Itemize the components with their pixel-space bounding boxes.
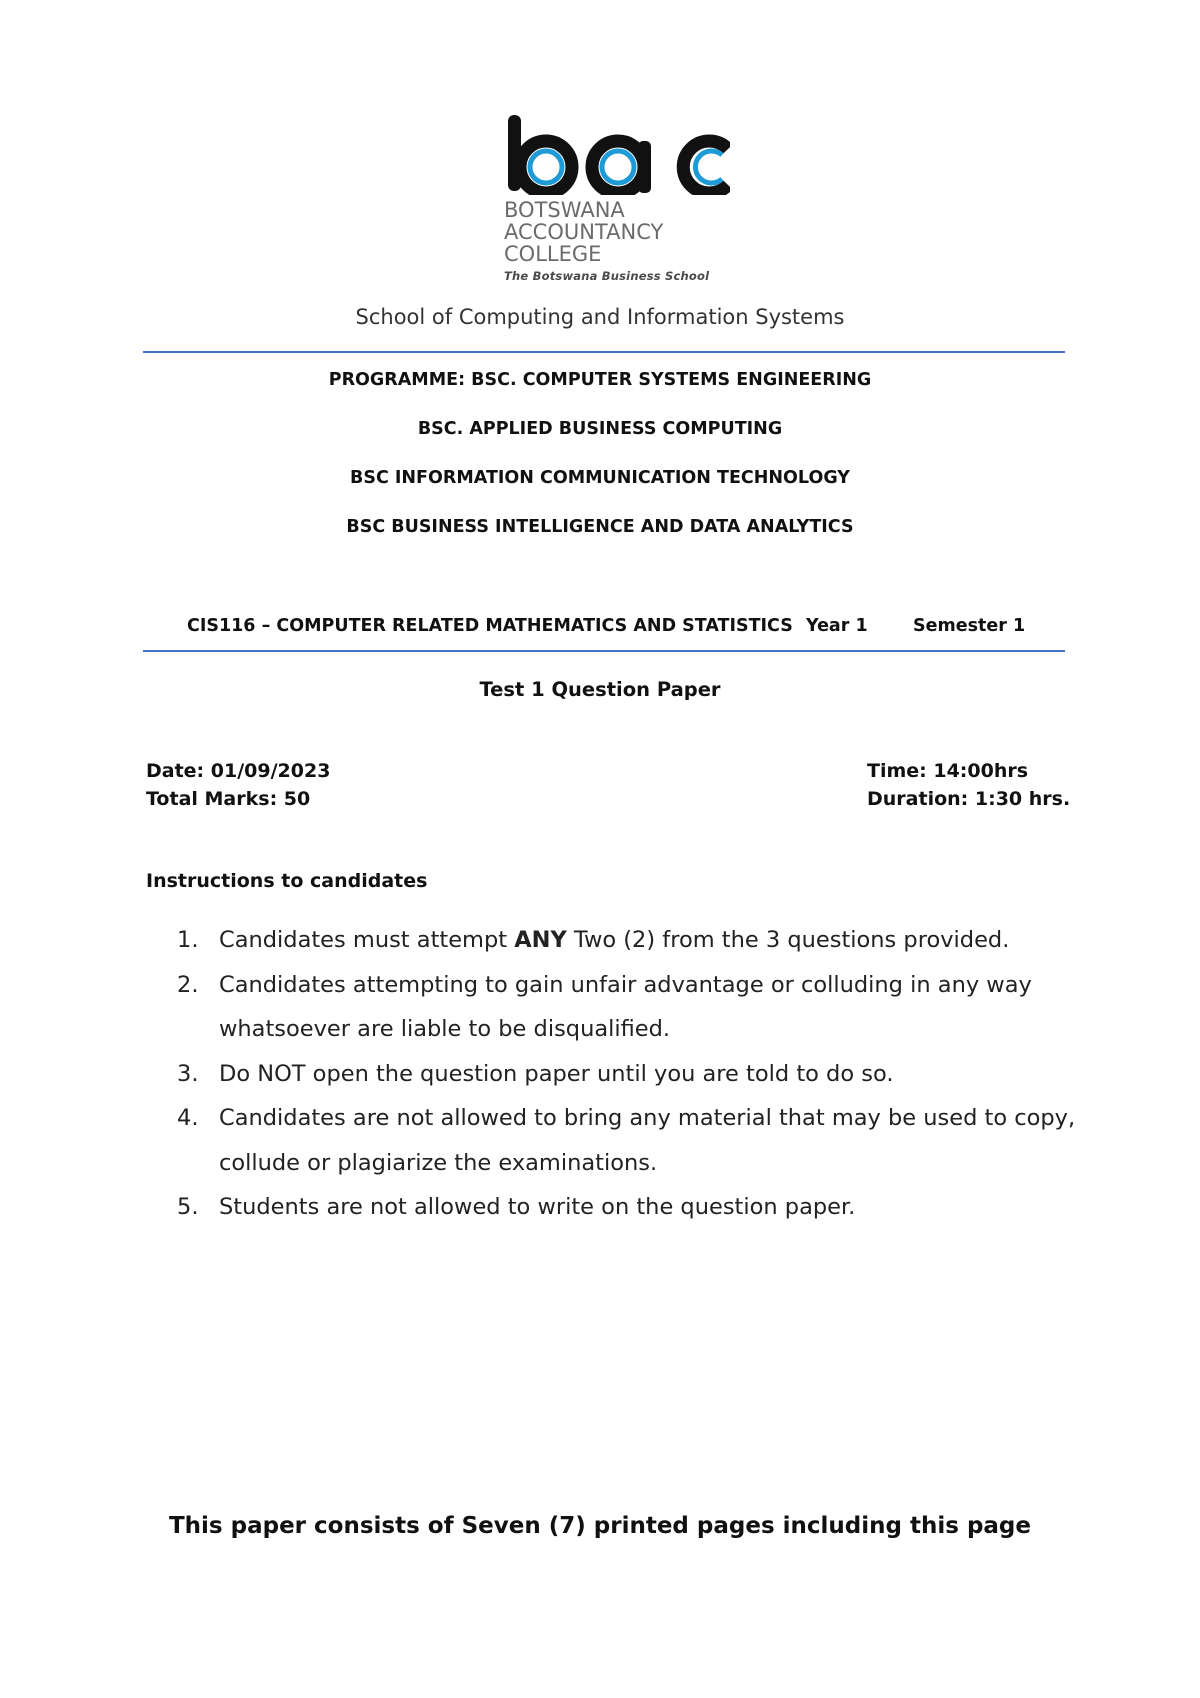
programme-line: BSC. APPLIED BUSINESS COMPUTING <box>417 419 783 439</box>
test-title: Test 1 Question Paper <box>479 678 721 701</box>
instruction-number: 2. <box>177 971 199 998</box>
instructions-heading: Instructions to candidates <box>146 870 428 892</box>
bac-wordmark-logo <box>500 115 730 195</box>
instruction-item <box>177 1096 1077 1185</box>
exam-duration: Duration: 1:30 hrs. <box>867 788 1071 810</box>
instruction-item <box>177 1185 1077 1230</box>
course-semester: Semester 1 <box>913 616 1026 636</box>
instruction-item <box>177 918 1077 963</box>
logo-line-3: COLLEGE <box>504 242 602 266</box>
total-marks: Total Marks: 50 <box>146 788 311 810</box>
header-divider <box>143 351 1065 353</box>
programme-line: PROGRAMME: BSC. COMPUTER SYSTEMS ENGINEERING <box>328 370 872 390</box>
instruction-text: Candidates are not allowed to bring any material that may be used to copy, collude or plagiarize the examinations. <box>219 1105 1076 1176</box>
logo-line-1: BOTSWANA <box>504 198 625 222</box>
instruction-text: Students are not allowed to write on the question paper. <box>219 1194 856 1220</box>
instruction-number: 4. <box>177 1105 199 1131</box>
course-divider <box>143 650 1065 652</box>
instructions-list <box>177 918 1077 1230</box>
instruction-text: Candidates attempting to gain unfair advantage or colluding in any way whatsoever are liable to be disqualified. <box>219 971 1032 1042</box>
logo-line-2: ACCOUNTANCY <box>504 220 664 244</box>
course-title: CIS116 – COMPUTER RELATED MATHEMATICS AND STATISTICS <box>187 616 793 636</box>
instruction-item <box>177 1052 1077 1097</box>
instruction-text: Two (2) from the 3 questions provided. <box>566 927 1010 953</box>
instruction-emphasis: ANY <box>514 927 567 953</box>
instruction-number: 1. <box>177 927 199 953</box>
instruction-number: 3. <box>177 1060 199 1087</box>
instruction-number: 5. <box>177 1194 199 1220</box>
programme-line: BSC INFORMATION COMMUNICATION TECHNOLOGY <box>350 468 850 488</box>
programme-line: BSC BUSINESS INTELLIGENCE AND DATA ANALYTICS <box>346 517 854 537</box>
exam-date: Date: 01/09/2023 <box>146 760 331 782</box>
college-logo <box>500 115 740 290</box>
course-year: Year 1 <box>806 616 868 636</box>
exam-time: Time: 14:00hrs <box>867 760 1029 782</box>
logo-tagline: The Botswana Business School <box>504 269 710 283</box>
page-count-footer: This paper consists of Seven (7) printed pages including this page <box>168 1513 1031 1539</box>
instruction-text: Candidates must attempt <box>219 927 515 953</box>
instruction-item <box>177 963 1077 1052</box>
school-name: School of Computing and Information Systems <box>355 305 845 329</box>
instruction-text: Do NOT open the question paper until you are told to do so. <box>219 1060 894 1087</box>
